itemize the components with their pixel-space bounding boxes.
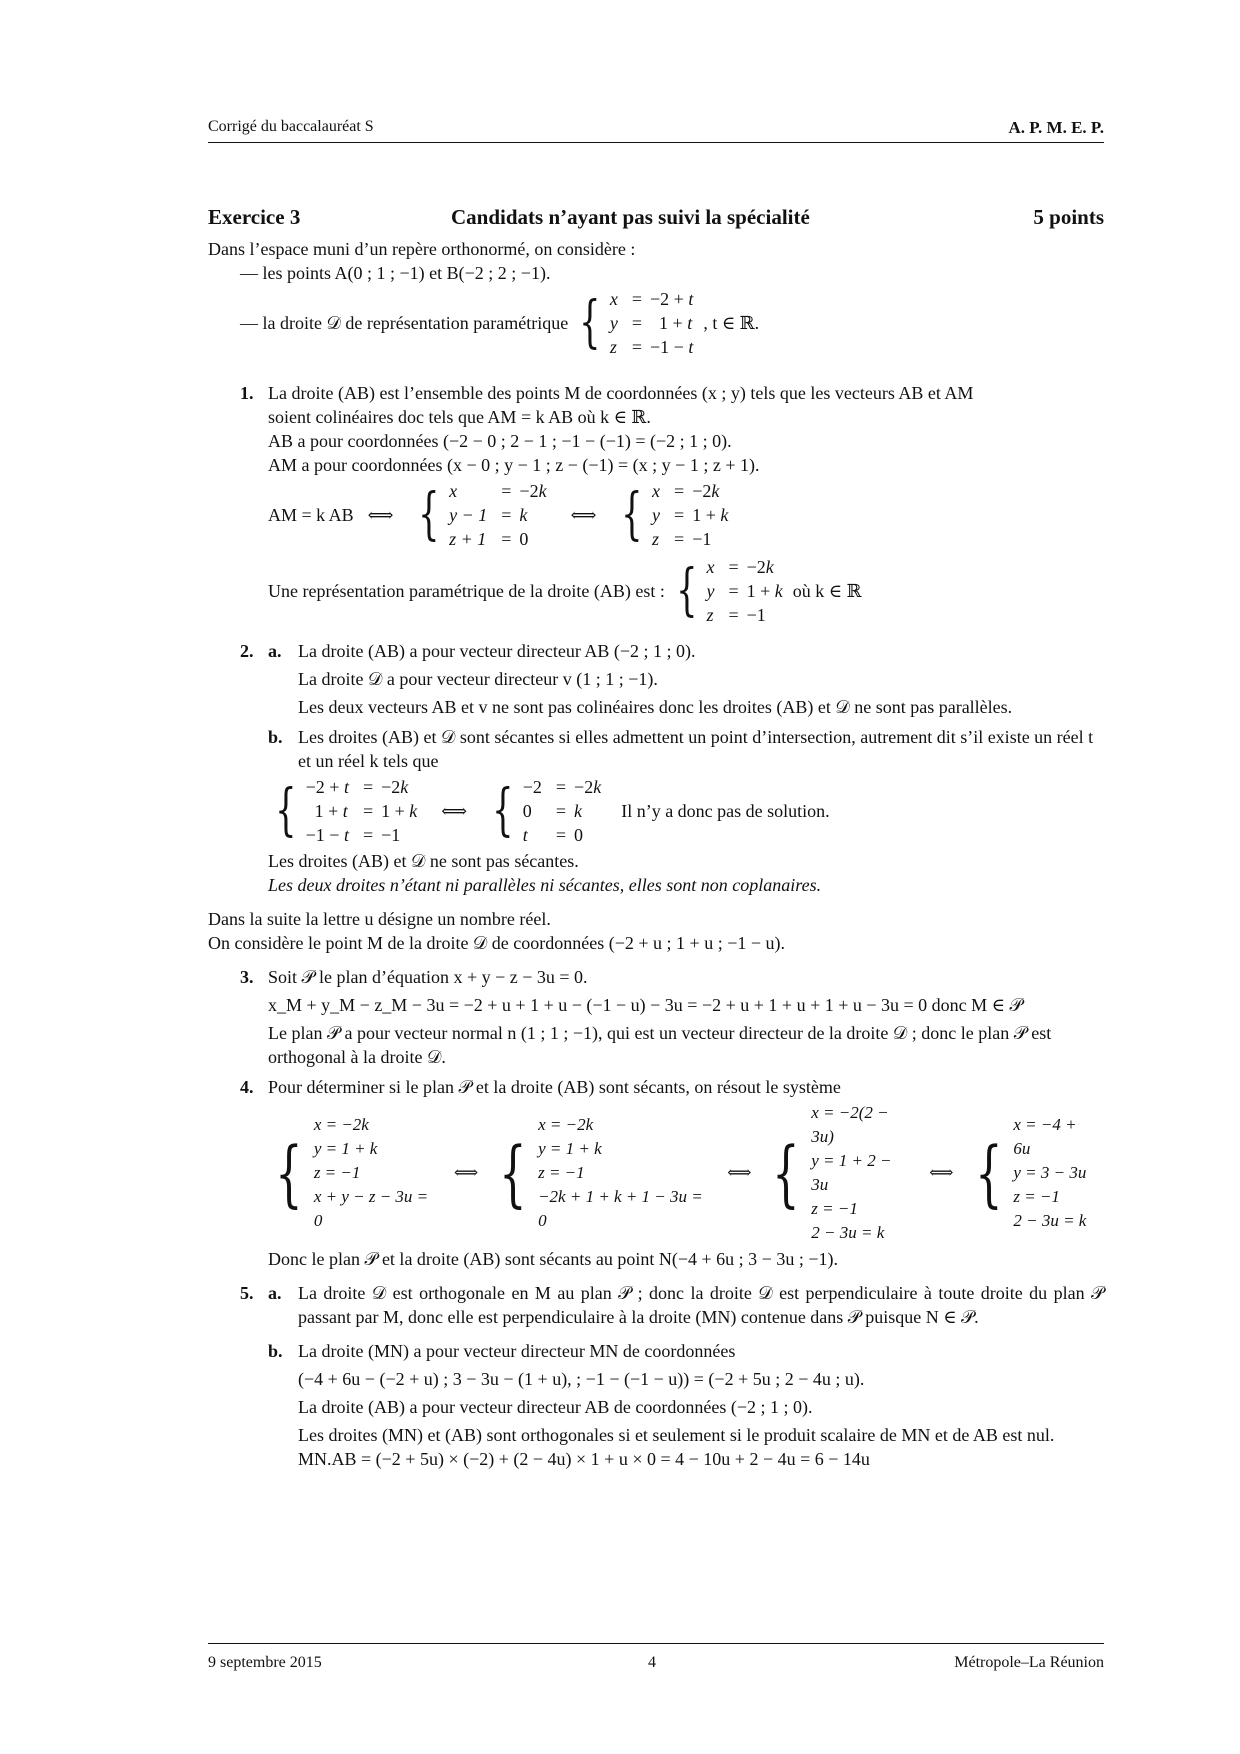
document-body: [208, 205, 1104, 1471]
intro-points: — les points A(0 ; 1 ; −1) et B(−2 ; 2 ; −1).: [240, 263, 551, 283]
part-label: b.: [268, 727, 283, 747]
q1-eq-label: AM = k AB: [268, 505, 354, 525]
q1-conclusion: [268, 553, 1104, 629]
mid-line-1: Dans la suite la lettre u désigne un nombre réel.: [208, 909, 551, 929]
q5-part-a: [268, 1281, 1104, 1329]
question-1: [208, 381, 1104, 629]
q4-system-2: { x = −2k y = 1 + k z = −1 −2k + 1 + k + 1 − 3u = 0: [499, 1115, 703, 1230]
q5b-line-4: Les droites (MN) et (AB) sont orthogonales si et seulement si le produit scalaire de MN et de AB est nul.: [298, 1425, 1055, 1445]
mid-line-2: On considère le point M de la droite 𝒟 de coordonnées (−2 + u ; 1 + u ; −1 − u).: [208, 933, 785, 953]
exercise-label: Exercice 3: [208, 205, 301, 229]
footer-date: 9 septembre 2015: [208, 1654, 322, 1671]
q1-conclusion-tail: où k ∈ ℝ: [792, 581, 862, 601]
q1-equivalence: AM = k AB ⟺ { x = −2k y − 1 = k z + 1 = 0 ⟺ { x = −2k y = 1 + k z = −1: [268, 477, 1104, 553]
part-label: b.: [268, 1341, 283, 1361]
q2b-system-2: { −2 = −2k 0 = k t = 0: [492, 777, 602, 845]
q1-line-4: AM a pour coordonnées (x − 0 ; y − 1 ; z − (−1) = (x ; y − 1 ; z + 1).: [268, 455, 760, 475]
question-number: 3.: [240, 967, 254, 987]
question-5: [208, 1281, 1104, 1471]
q2b-no-solution: Il n’y a donc pas de solution.: [621, 801, 830, 821]
q2b-line-3: Les deux droites n’étant ni parallèles ni sécantes, elles sont non coplanaires.: [268, 875, 822, 895]
q2b-line-2: Les droites (AB) et 𝒟 ne sont pas sécantes.: [268, 851, 579, 871]
page-header: [208, 118, 1104, 143]
q4-system-3: { x = −2(2 − 3u) y = 1 + 2 − 3u z = −1 2 − 3u = k: [772, 1103, 892, 1242]
header-right: A. P. M. E. P.: [1008, 118, 1104, 137]
q2b-line-1: Les droites (AB) et 𝒟 sont sécantes si elles admettent un point d’intersection, autrement dit s’il existe un réel t et un réel k tels que: [298, 727, 1094, 771]
q2-part-b: [268, 725, 1104, 773]
q4-system-4: { x = −4 + 6u y = 3 − 3u z = −1 2 − 3u = k: [974, 1115, 1087, 1230]
q4-systems: { x = −2k y = 1 + k z = −1 x + y − z − 3u = 0 ⟺ { x = −2k y = 1 + k z = −1 −2k + 1 + k + 1 − 3u = 0 ⟺ { x = −2(2 − 3u) y = 1 + 2 − 3u z = −1 2 − 3u = k ⟺ { x = −4 + 6u y = 3 − 3u z = −1 2 − 3u = k: [262, 1099, 1104, 1247]
question-number: 5.: [240, 1283, 254, 1303]
q2a-line-2: La droite 𝒟 a pour vecteur directeur v (1 ; 1 ; −1).: [298, 669, 658, 689]
q1-system-3: { x = −2k y = 1 + k z = −1: [675, 557, 783, 625]
q4-line-2: Donc le plan 𝒫 et la droite (AB) sont sécants au point N(−4 + 6u ; 3 − 3u ; −1).: [268, 1249, 838, 1269]
q5b-line-1: La droite (MN) a pour vecteur directeur MN de coordonnées: [298, 1341, 736, 1361]
q2-part-a: [268, 639, 1104, 719]
q1-line-1: La droite (AB) est l’ensemble des points M de coordonnées (x ; y) tels que les vecteurs AB et AM: [268, 383, 974, 403]
exercise-subtitle: Candidats n’ayant pas suivi la spécialité: [451, 205, 810, 229]
exercise-points: 5 points: [1033, 205, 1104, 229]
intro-line-d-tail: , t ∈ ℝ.: [703, 313, 760, 333]
q3-line-2: x_M + y_M − z_M − 3u = −2 + u + 1 + u − (−1 − u) − 3u = −2 + u + 1 + u + 1 + u − 3u = 0 donc M ∈ 𝒫: [268, 995, 1023, 1015]
question-4: [208, 1075, 1104, 1271]
part-label: a.: [268, 641, 282, 661]
q1-system-2: { x = −2k y = 1 + k z = −1: [621, 481, 729, 549]
intro-line: Dans l’espace muni d’un repère orthonormé, on considère :: [208, 239, 636, 259]
q2a-line-3: Les deux vecteurs AB et v ne sont pas colinéaires donc les droites (AB) et 𝒟 ne sont pas parallèles.: [298, 697, 1013, 717]
question-number: 4.: [240, 1077, 254, 1097]
q4-line-1: Pour déterminer si le plan 𝒫 et la droite (AB) sont sécants, on résout le système: [268, 1077, 841, 1097]
question-3: [208, 965, 1104, 1069]
q3-line-1: Soit 𝒫 le plan d’équation x + y − z − 3u = 0.: [268, 967, 588, 987]
footer-source: Métropole–La Réunion: [954, 1654, 1104, 1671]
q1-line-3: AB a pour coordonnées (−2 − 0 ; 2 − 1 ; −1 − (−1) = (−2 ; 1 ; 0).: [268, 431, 732, 451]
q5b-line-5: MN.AB = (−2 + 5u) × (−2) + (2 − 4u) × 1 + u × 0 = 4 − 10u + 2 − 4u = 6 − 14u: [298, 1449, 870, 1469]
q1-conclusion-text: Une représentation paramétrique de la droite (AB) est :: [268, 581, 665, 601]
q4-system-1: { x = −2k y = 1 + k z = −1 x + y − z − 3u = 0: [275, 1115, 429, 1230]
q1-line-2: soient colinéaires doc tels que AM = k AB où k ∈ ℝ.: [268, 407, 651, 427]
question-number: 2.: [240, 641, 254, 661]
q2b-systems: { −2 + t = −2k 1 + t = 1 + k −1 − t = −1 ⟺ { −2 = −2k 0 = k t = 0 Il n’y a donc pas de solution.: [264, 773, 1104, 849]
question-number: 1.: [240, 383, 254, 403]
question-2: [208, 639, 1104, 897]
q2b-system-1: { −2 + t = −2k 1 + t = 1 + k −1 − t = −1: [275, 777, 418, 845]
intro-line-d: [208, 285, 1104, 361]
intro-line-d-text: — la droite 𝒟 de représentation paramétrique: [240, 313, 569, 333]
param-system-d: { x = −2 + t y = 1 + t z = −1 − t: [579, 289, 694, 357]
exercise-title: [208, 205, 1104, 237]
page-number: 4: [648, 1654, 656, 1671]
part-label: a.: [268, 1283, 282, 1303]
q5-part-b: [268, 1339, 1104, 1471]
page-footer: [208, 1643, 1104, 1674]
q2a-line-1: La droite (AB) a pour vecteur directeur AB (−2 ; 1 ; 0).: [298, 641, 696, 661]
q5b-line-2: (−4 + 6u − (−2 + u) ; 3 − 3u − (1 + u), ; −1 − (−1 − u)) = (−2 + 5u ; 2 − 4u ; u).: [298, 1369, 865, 1389]
q3-line-3: Le plan 𝒫 a pour vecteur normal n (1 ; 1 ; −1), qui est un vecteur directeur de la droite 𝒟 ; donc le plan 𝒫 est orthogonal à la droite 𝒟.: [268, 1023, 1052, 1067]
q1-system-1: { x = −2k y − 1 = k z + 1 = 0: [418, 481, 547, 549]
header-left: Corrigé du baccalauréat S: [208, 118, 374, 135]
q5a-line-1: La droite 𝒟 est orthogonale en M au plan 𝒫 ; donc la droite 𝒟 est perpendiculaire à toute droite du plan 𝒫 passant par M, donc elle est perpendiculaire à la droite (MN) contenue dans 𝒫 puisque N ∈ 𝒫.: [298, 1283, 1104, 1327]
q5b-line-3: La droite (AB) a pour vecteur directeur AB de coordonnées (−2 ; 1 ; 0).: [298, 1397, 813, 1417]
